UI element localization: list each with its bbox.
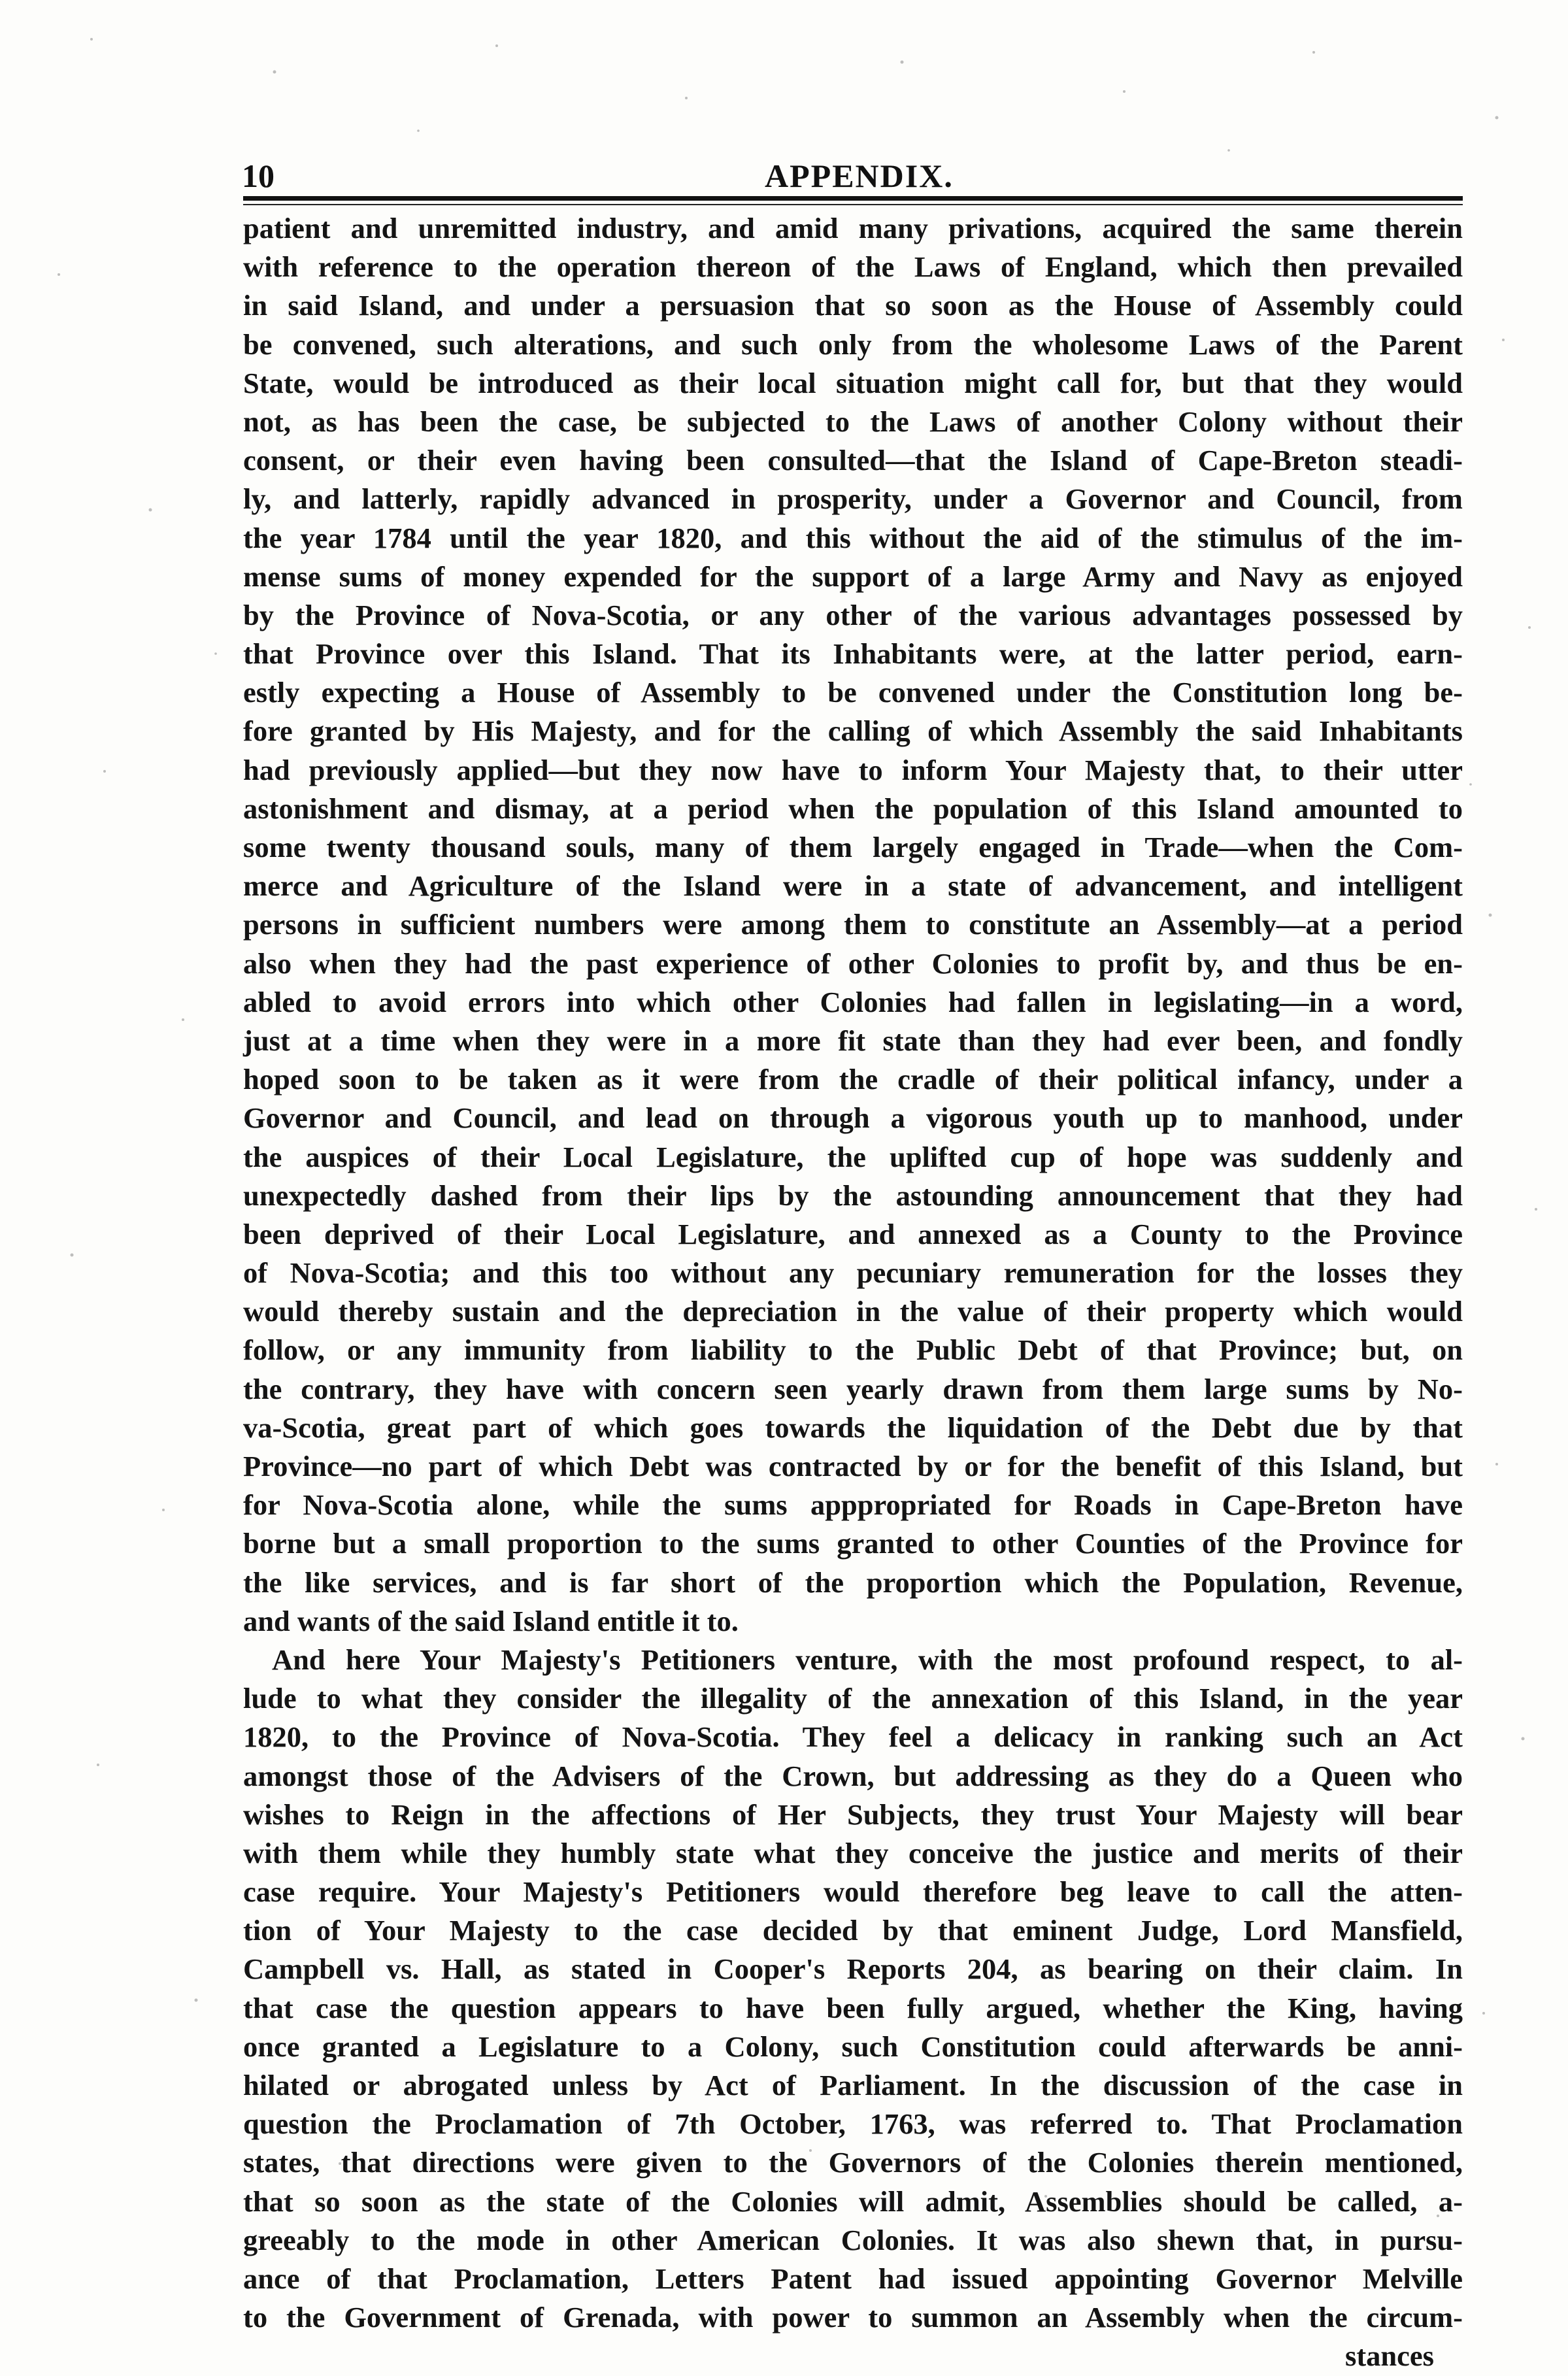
text-line: Campbell vs. Hall, as stated in Cooper's Reports 204, as bearing on their claim. In [243, 1952, 1463, 1986]
text-line: case require. Your Majesty's Petitioners would therefore beg leave to call the atten- [243, 1875, 1463, 1909]
page-number: 10 [242, 158, 275, 194]
text-line: hoped soon to be taken as it were from the cradle of their political infancy, under a [243, 1063, 1463, 1096]
text-line: follow, or any immunity from liability to the Public Debt of that Province; but, on [243, 1333, 1463, 1367]
text-line: merce and Agriculture of the Island were in a state of advancement, and intelligent [243, 869, 1463, 903]
text-line: that Province over this Island. That its Inhabitants were, at the latter period, earn- [243, 637, 1463, 671]
text-line: tion of Your Majesty to the case decided by that eminent Judge, Lord Mansfield, [243, 1914, 1463, 1947]
text-line: ance of that Proclamation, Letters Patent had issued appointing Governor Melville [243, 2262, 1463, 2295]
text-line: Governor and Council, and lead on through a vigorous youth up to manhood, under [243, 1101, 1463, 1135]
text-line: would thereby sustain and the depreciation in the value of their property which would [243, 1295, 1463, 1328]
paragraph-2 [243, 1641, 1463, 2337]
text-line: by the Province of Nova-Scotia, or any other of the various advantages possessed by [243, 598, 1463, 631]
text-line: of Nova-Scotia; and this too without any pecuniary remuneration for the losses they [243, 1256, 1463, 1290]
text-line: persons in sufficient numbers were among them to constitute an Assembly—at a period [243, 908, 1463, 941]
running-title: APPENDIX. [765, 158, 954, 194]
text-line: estly expecting a House of Assembly to be convened under the Constitution long be- [243, 676, 1463, 709]
paragraph-1 [243, 209, 1463, 1641]
text-line: borne but a small proportion to the sums granted to other Counties of the Province for [243, 1527, 1463, 1560]
text-line: some twenty thousand souls, many of them largely engaged in Trade—when the Com- [243, 831, 1463, 863]
text-line: not, as has been the case, be subjected to the Laws of another Colony without their [243, 405, 1463, 438]
text-line: the year 1784 until the year 1820, and this without the aid of the stimulus of the im- [243, 521, 1463, 554]
body-text [243, 209, 1463, 2376]
text-line: question the Proclamation of 7th October, 1763, was referred to. That Proclamation [243, 2107, 1463, 2141]
text-line: amongst those of the Advisers of the Crown, but addressing as they do a Queen who [243, 1759, 1463, 1792]
text-line: the contrary, they have with concern seen yearly drawn from them large sums by No- [243, 1372, 1463, 1405]
text-line: wishes to Reign in the affections of Her Subjects, they trust Your Majesty will bear [243, 1798, 1463, 1831]
text-line: va-Scotia, great part of which goes towards the liquidation of the Debt due by that [243, 1411, 1463, 1444]
text-line: that so soon as the state of the Colonies will admit, Assemblies should be called, a- [243, 2184, 1463, 2218]
running-head [242, 149, 1464, 201]
text-line: once granted a Legislature to a Colony, such Constitution could afterwards be anni- [243, 2030, 1463, 2063]
text-line: And here Your Majesty's Petitioners venture, with the most profound respect, to al- [272, 1643, 1463, 1676]
text-line: fore granted by His Majesty, and for the calling of which Assembly the said Inhabitants [243, 714, 1463, 748]
text-line: for Nova-Scotia alone, while the sums apppropriated for Roads in Cape-Breton have [243, 1488, 1463, 1522]
text-line: mense sums of money expended for the support of a large Army and Navy as enjoyed [243, 560, 1463, 593]
text-line: with reference to the operation thereon of the Laws of England, which then prevailed [243, 250, 1463, 284]
text-line: in said Island, and under a persuasion that so soon as the House of Assembly could [243, 289, 1463, 322]
text-line: the auspices of their Local Legislature, the uplifted cup of hope was suddenly and [243, 1140, 1463, 1173]
text-line: astonishment and dismay, at a period when the population of this Island amounted to [243, 792, 1463, 825]
head-rule-thick [243, 196, 1463, 201]
text-line: with them while they humbly state what they conceive the justice and merits of their [243, 1836, 1463, 1869]
text-line: consent, or their even having been consulted—that the Island of Cape-Breton steadi- [243, 444, 1463, 477]
text-line: hilated or abrogated unless by Act of Parliament. In the discussion of the case in [243, 2069, 1463, 2101]
text-line: states, that directions were given to the Governors of the Colonies therein mentioned, [243, 2146, 1463, 2179]
text-line: Province—no part of which Debt was contracted by or for the benefit of this Island, but [243, 1450, 1463, 1482]
text-line: ly, and latterly, rapidly advanced in prosperity, under a Governor and Council, from [243, 482, 1463, 516]
text-line: patient and unremitted industry, and amid many privations, acquired the same therein [243, 212, 1463, 244]
text-line: greeably to the mode in other American Colonies. It was also shewn that, in pursu- [243, 2223, 1463, 2256]
text-line: be convened, such alterations, and such only from the wholesome Laws of the Parent [243, 327, 1463, 361]
text-line: also when they had the past experience of other Colonies to profit by, and thus be en- [243, 946, 1463, 980]
text-line: 1820, to the Province of Nova-Scotia. They feel a delicacy in ranking such an Act [243, 1720, 1463, 1754]
text-line: State, would be introduced as their local situation might call for, but that they would [243, 366, 1463, 399]
head-rule-thin [243, 204, 1463, 205]
text-line: lude to what they consider the illegality of the annexation of this Island, in the year [243, 1682, 1463, 1715]
text-line: been deprived of their Local Legislature, and annexed as a County to the Province [243, 1217, 1463, 1250]
text-line: abled to avoid errors into which other Colonies had fallen in legislating—in a word, [243, 985, 1463, 1018]
text-line: to the Government of Grenada, with power to summon an Assembly when the circum- [243, 2301, 1463, 2334]
text-line: that case the question appears to have been fully argued, whether the King, having [243, 1991, 1463, 2024]
text-line: had previously applied—but they now have to inform Your Majesty that, to their utter [243, 753, 1463, 786]
text-line: the like services, and is far short of the proportion which the Population, Revenue, [243, 1565, 1463, 1599]
text-line: just at a time when they were in a more fit state than they had ever been, and fondly [243, 1024, 1463, 1057]
text-line: unexpectedly dashed from their lips by the astounding announcement that they had [243, 1179, 1463, 1212]
text-line: and wants of the said Island entitle it to. [243, 1604, 739, 1637]
catchword: stances [1345, 2339, 1434, 2373]
